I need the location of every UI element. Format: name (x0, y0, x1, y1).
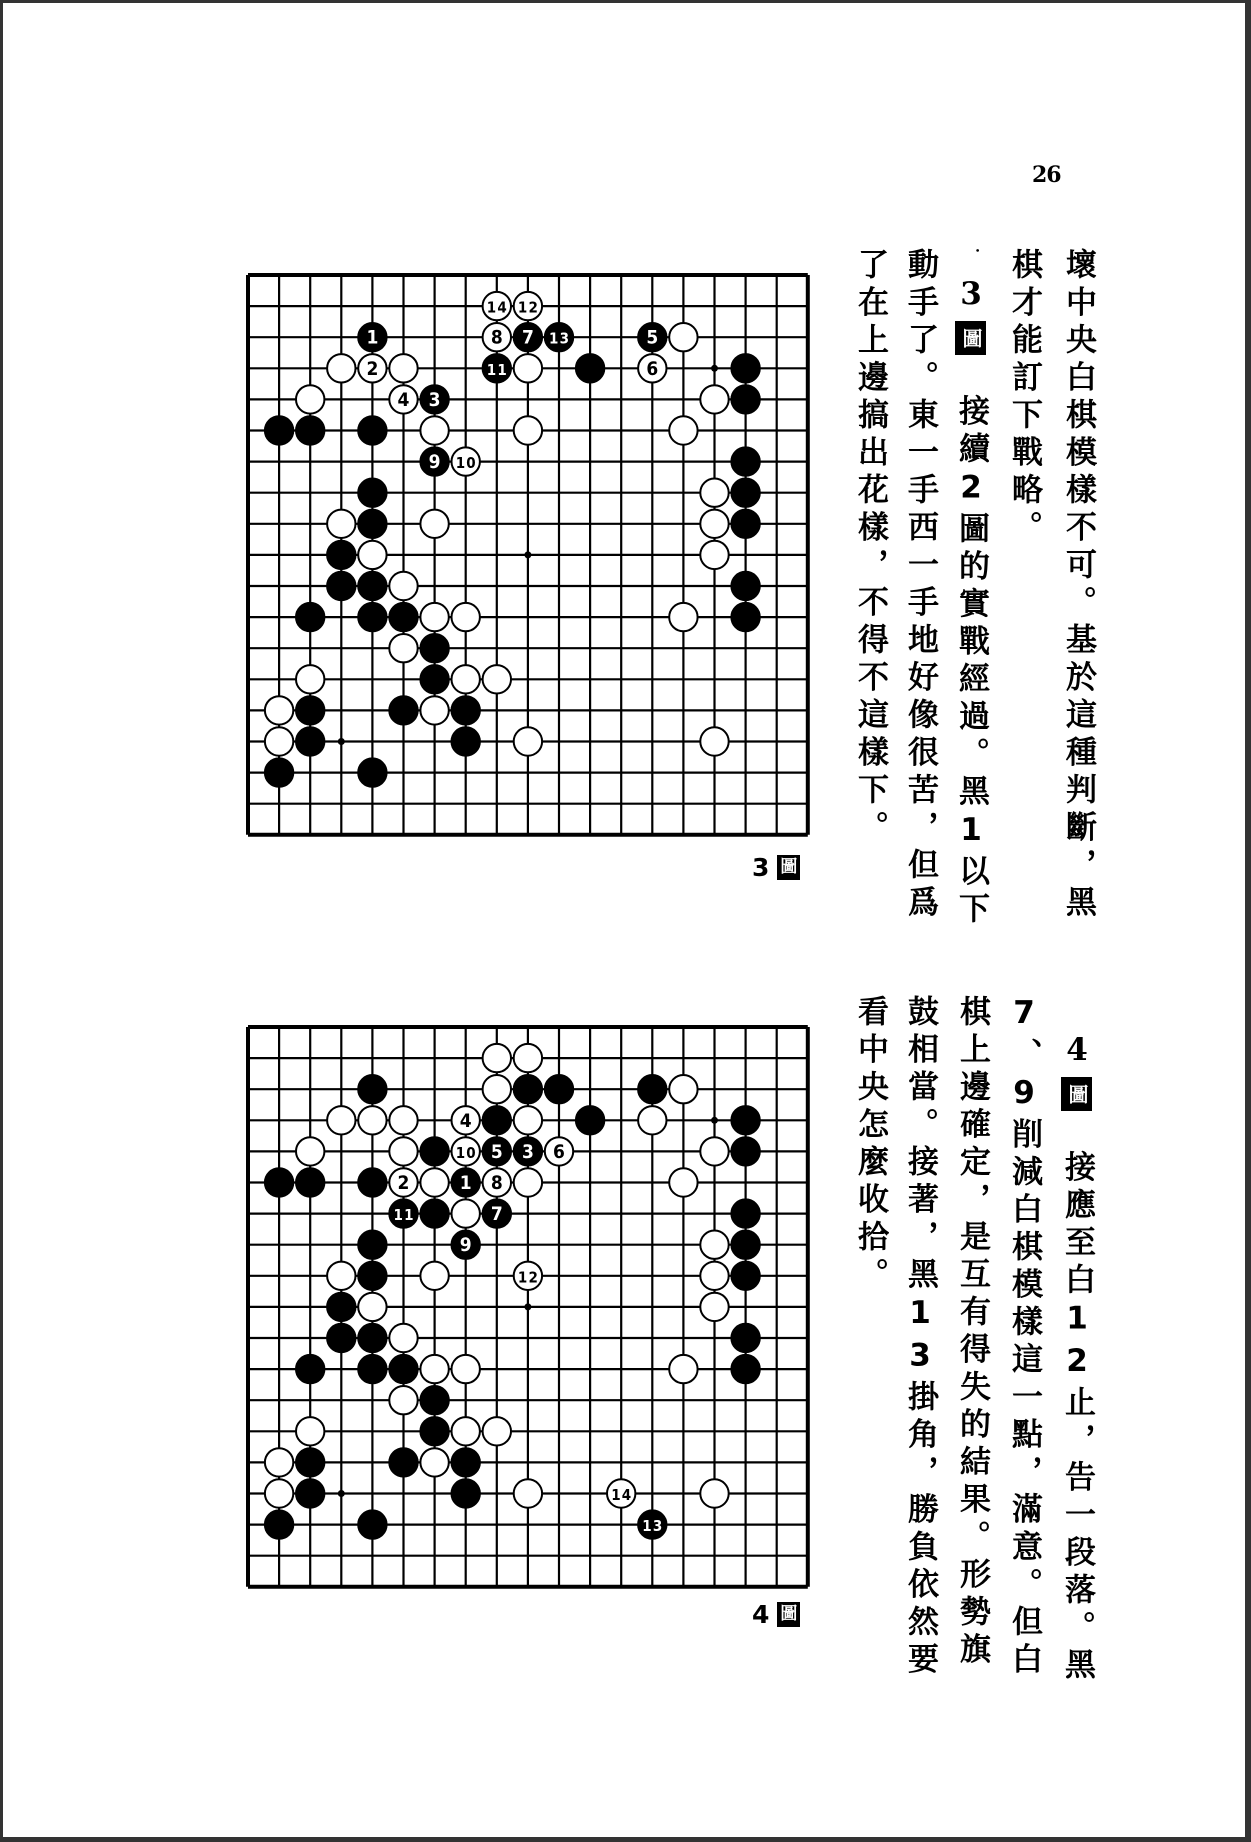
white-stone (483, 323, 511, 351)
black-stone (452, 727, 480, 755)
text-column: 棋上邊確定，是互有得失的結果。形勢旗 (954, 995, 990, 1670)
go-board (240, 1019, 820, 1599)
text-column: 壞中央白棋模樣不可。基於這種判斷，黑 (1060, 248, 1096, 923)
white-stone (452, 447, 480, 475)
heading-body: 接應至白12止，告一段落。黑 (1059, 1150, 1095, 1686)
move-number: 11 (486, 360, 507, 379)
move-number: 7 (521, 326, 534, 349)
go-diagram-3 (240, 267, 820, 847)
white-stone (389, 1386, 417, 1414)
star-point (524, 1303, 531, 1310)
black-stone (358, 1510, 386, 1538)
black-stone (358, 758, 386, 786)
white-stone (700, 1293, 728, 1321)
white-stone (514, 416, 542, 444)
black-stone (514, 323, 542, 351)
black-stone (389, 696, 417, 724)
black-stone (576, 354, 604, 382)
black-stone (358, 572, 386, 600)
move-number: 6 (646, 357, 659, 380)
white-stone (700, 479, 728, 507)
black-stone (265, 1510, 293, 1538)
black-stone (420, 1137, 448, 1165)
white-stone (483, 1075, 511, 1103)
black-stone (296, 696, 324, 724)
move-number: 4 (459, 1109, 472, 1132)
text-column: 鼓相當。接著，黑13掛角，勝負依然要 (902, 995, 938, 1680)
black-stone (514, 1075, 542, 1103)
black-stone (420, 1417, 448, 1445)
white-stone (638, 354, 666, 382)
white-stone (389, 1168, 417, 1196)
white-stone (483, 1417, 511, 1445)
white-stone (358, 541, 386, 569)
black-stone (731, 1231, 759, 1259)
text-column: 了在上邊搞出花樣，不得不這樣下。 (852, 248, 888, 848)
white-stone (420, 416, 448, 444)
diagram-caption-4 (752, 1600, 800, 1629)
white-stone (638, 1106, 666, 1134)
black-stone (358, 1262, 386, 1290)
white-stone (420, 1448, 448, 1476)
star-point (338, 1490, 345, 1497)
white-stone (514, 1044, 542, 1072)
black-stone (265, 1168, 293, 1196)
black-stone (420, 447, 448, 475)
black-stone (265, 758, 293, 786)
white-stone (265, 1448, 293, 1476)
white-stone (514, 354, 542, 382)
heading-body: 接續2圖的實戰經過。黑1以下 (953, 394, 989, 930)
white-stone (420, 1168, 448, 1196)
black-stone (731, 1262, 759, 1290)
black-stone (731, 510, 759, 538)
move-number: 1 (366, 326, 379, 349)
star-point (711, 1117, 718, 1124)
white-stone (700, 510, 728, 538)
black-stone (545, 1075, 573, 1103)
move-number: 8 (490, 1172, 503, 1194)
white-stone (669, 416, 697, 444)
white-stone (389, 1137, 417, 1165)
white-stone (296, 1417, 324, 1445)
text-column-heading (950, 248, 990, 930)
white-stone (420, 1355, 448, 1383)
black-stone (358, 416, 386, 444)
white-stone (669, 1355, 697, 1383)
white-stone (700, 1231, 728, 1259)
black-stone (389, 603, 417, 631)
white-stone (483, 1168, 511, 1196)
black-stone (389, 1199, 417, 1227)
black-stone (327, 1293, 355, 1321)
white-stone (607, 1479, 635, 1507)
black-stone (731, 1106, 759, 1134)
move-number: 14 (486, 298, 507, 317)
move-number: 3 (521, 1140, 534, 1163)
go-diagram-4 (240, 1019, 820, 1599)
white-stone (420, 1262, 448, 1290)
black-stone (358, 1075, 386, 1103)
caption-number: 4 (752, 1600, 770, 1629)
white-stone (700, 1479, 728, 1507)
caption-box: 圖 (777, 1602, 800, 1627)
text-column-heading (1056, 995, 1096, 1686)
black-stone (638, 323, 666, 351)
page-number: 26 (1032, 162, 1061, 188)
black-stone (452, 1448, 480, 1476)
black-stone (452, 696, 480, 724)
black-stone (296, 1448, 324, 1476)
black-stone (296, 416, 324, 444)
move-number: 12 (517, 1268, 538, 1287)
white-stone (327, 1262, 355, 1290)
white-stone (327, 510, 355, 538)
text-column: 看中央怎麼收拾。 (852, 995, 888, 1295)
black-stone (296, 1168, 324, 1196)
white-stone (452, 1106, 480, 1134)
white-stone (358, 1293, 386, 1321)
black-stone (638, 1510, 666, 1538)
white-stone (420, 603, 448, 631)
white-stone (514, 1168, 542, 1196)
white-stone (389, 634, 417, 662)
move-number: 3 (428, 388, 441, 411)
diagram-caption-3 (752, 853, 800, 882)
heading-number: 3 (953, 276, 989, 319)
black-stone (452, 1479, 480, 1507)
white-stone (358, 354, 386, 382)
move-number: 8 (490, 326, 503, 349)
black-stone (452, 1168, 480, 1196)
white-stone (265, 696, 293, 724)
move-number: 6 (553, 1140, 565, 1163)
black-stone (358, 1324, 386, 1352)
move-number: 9 (459, 1234, 472, 1257)
white-stone (700, 1137, 728, 1165)
white-stone (514, 727, 542, 755)
white-stone (452, 1355, 480, 1383)
black-stone (420, 385, 448, 413)
move-number: 7 (490, 1203, 503, 1226)
white-stone (265, 727, 293, 755)
white-stone (296, 665, 324, 693)
black-stone (731, 479, 759, 507)
move-number: 9 (428, 451, 441, 474)
black-stone (358, 323, 386, 351)
black-stone (296, 1479, 324, 1507)
black-stone (638, 1075, 666, 1103)
white-stone (265, 1479, 293, 1507)
caption-number: 3 (752, 853, 770, 882)
white-stone (483, 1044, 511, 1072)
black-stone (358, 479, 386, 507)
black-stone (327, 1324, 355, 1352)
white-stone (358, 1106, 386, 1134)
black-stone (420, 1199, 448, 1227)
white-stone (483, 665, 511, 693)
diagram-label-box: 圖 (1061, 1077, 1092, 1111)
heading-number: 4 (1059, 1032, 1095, 1075)
white-stone (514, 1262, 542, 1290)
white-stone (452, 665, 480, 693)
black-stone (731, 1355, 759, 1383)
black-stone (296, 727, 324, 755)
white-stone (389, 572, 417, 600)
caption-box: 圖 (777, 855, 800, 880)
text-column: 7、9削減白棋模樣這一點，滿意。但白 (1006, 995, 1042, 1680)
move-number: 11 (393, 1206, 414, 1225)
diagram-label-box: 圖 (955, 321, 986, 355)
black-stone (731, 354, 759, 382)
black-stone (358, 1168, 386, 1196)
black-stone (358, 603, 386, 631)
white-stone (452, 1137, 480, 1165)
black-stone (731, 1137, 759, 1165)
black-stone (296, 603, 324, 631)
move-number: 2 (397, 1172, 410, 1194)
white-stone (514, 292, 542, 320)
white-stone (669, 323, 697, 351)
white-stone (669, 603, 697, 631)
move-number: 10 (455, 1143, 476, 1162)
black-stone (483, 1199, 511, 1227)
black-stone (514, 1137, 542, 1165)
go-board (240, 267, 820, 847)
white-stone (327, 354, 355, 382)
white-stone (389, 1106, 417, 1134)
move-number: 14 (611, 1486, 632, 1504)
white-stone (669, 1075, 697, 1103)
black-stone (296, 1355, 324, 1383)
move-number: 13 (642, 1517, 663, 1536)
white-stone (452, 603, 480, 631)
white-stone (296, 1137, 324, 1165)
white-stone (700, 385, 728, 413)
black-stone (545, 323, 573, 351)
white-stone (669, 1168, 697, 1196)
white-stone (420, 510, 448, 538)
black-stone (731, 385, 759, 413)
black-stone (731, 1324, 759, 1352)
white-stone (700, 1262, 728, 1290)
move-number: 2 (366, 357, 379, 380)
black-stone (576, 1106, 604, 1134)
move-number: 13 (549, 329, 569, 348)
black-stone (483, 354, 511, 382)
black-stone (483, 1137, 511, 1165)
black-stone (358, 1355, 386, 1383)
white-stone (296, 385, 324, 413)
black-stone (420, 634, 448, 662)
text-column: 動手了。東一手西一手地好像很苦，但爲 (902, 248, 938, 923)
white-stone (700, 541, 728, 569)
move-number: 5 (646, 326, 659, 349)
star-point (711, 365, 718, 372)
star-point (524, 551, 531, 558)
white-stone (483, 292, 511, 320)
white-stone (389, 354, 417, 382)
move-number: 12 (517, 298, 538, 317)
black-stone (389, 1448, 417, 1476)
star-point (338, 738, 345, 745)
move-number: 5 (490, 1140, 503, 1163)
black-stone (731, 1199, 759, 1227)
white-stone (389, 385, 417, 413)
black-stone (731, 447, 759, 475)
black-stone (389, 1355, 417, 1383)
black-stone (358, 1231, 386, 1259)
white-stone (514, 1479, 542, 1507)
white-stone (452, 1199, 480, 1227)
text-column: 棋才能訂下戰略。 (1006, 248, 1042, 548)
black-stone (420, 1386, 448, 1414)
black-stone (358, 510, 386, 538)
white-stone (452, 1417, 480, 1445)
white-stone (700, 727, 728, 755)
white-stone (327, 1106, 355, 1134)
white-stone (545, 1137, 573, 1165)
white-stone (420, 696, 448, 724)
white-stone (514, 1106, 542, 1134)
black-stone (265, 416, 293, 444)
black-stone (731, 572, 759, 600)
move-number: 1 (459, 1172, 472, 1194)
heading-dot: ． (962, 248, 981, 276)
black-stone (452, 1231, 480, 1259)
move-number: 4 (397, 388, 410, 411)
white-stone (389, 1324, 417, 1352)
black-stone (483, 1106, 511, 1134)
black-stone (731, 603, 759, 631)
black-stone (327, 541, 355, 569)
black-stone (327, 572, 355, 600)
move-number: 10 (455, 454, 476, 473)
black-stone (420, 665, 448, 693)
